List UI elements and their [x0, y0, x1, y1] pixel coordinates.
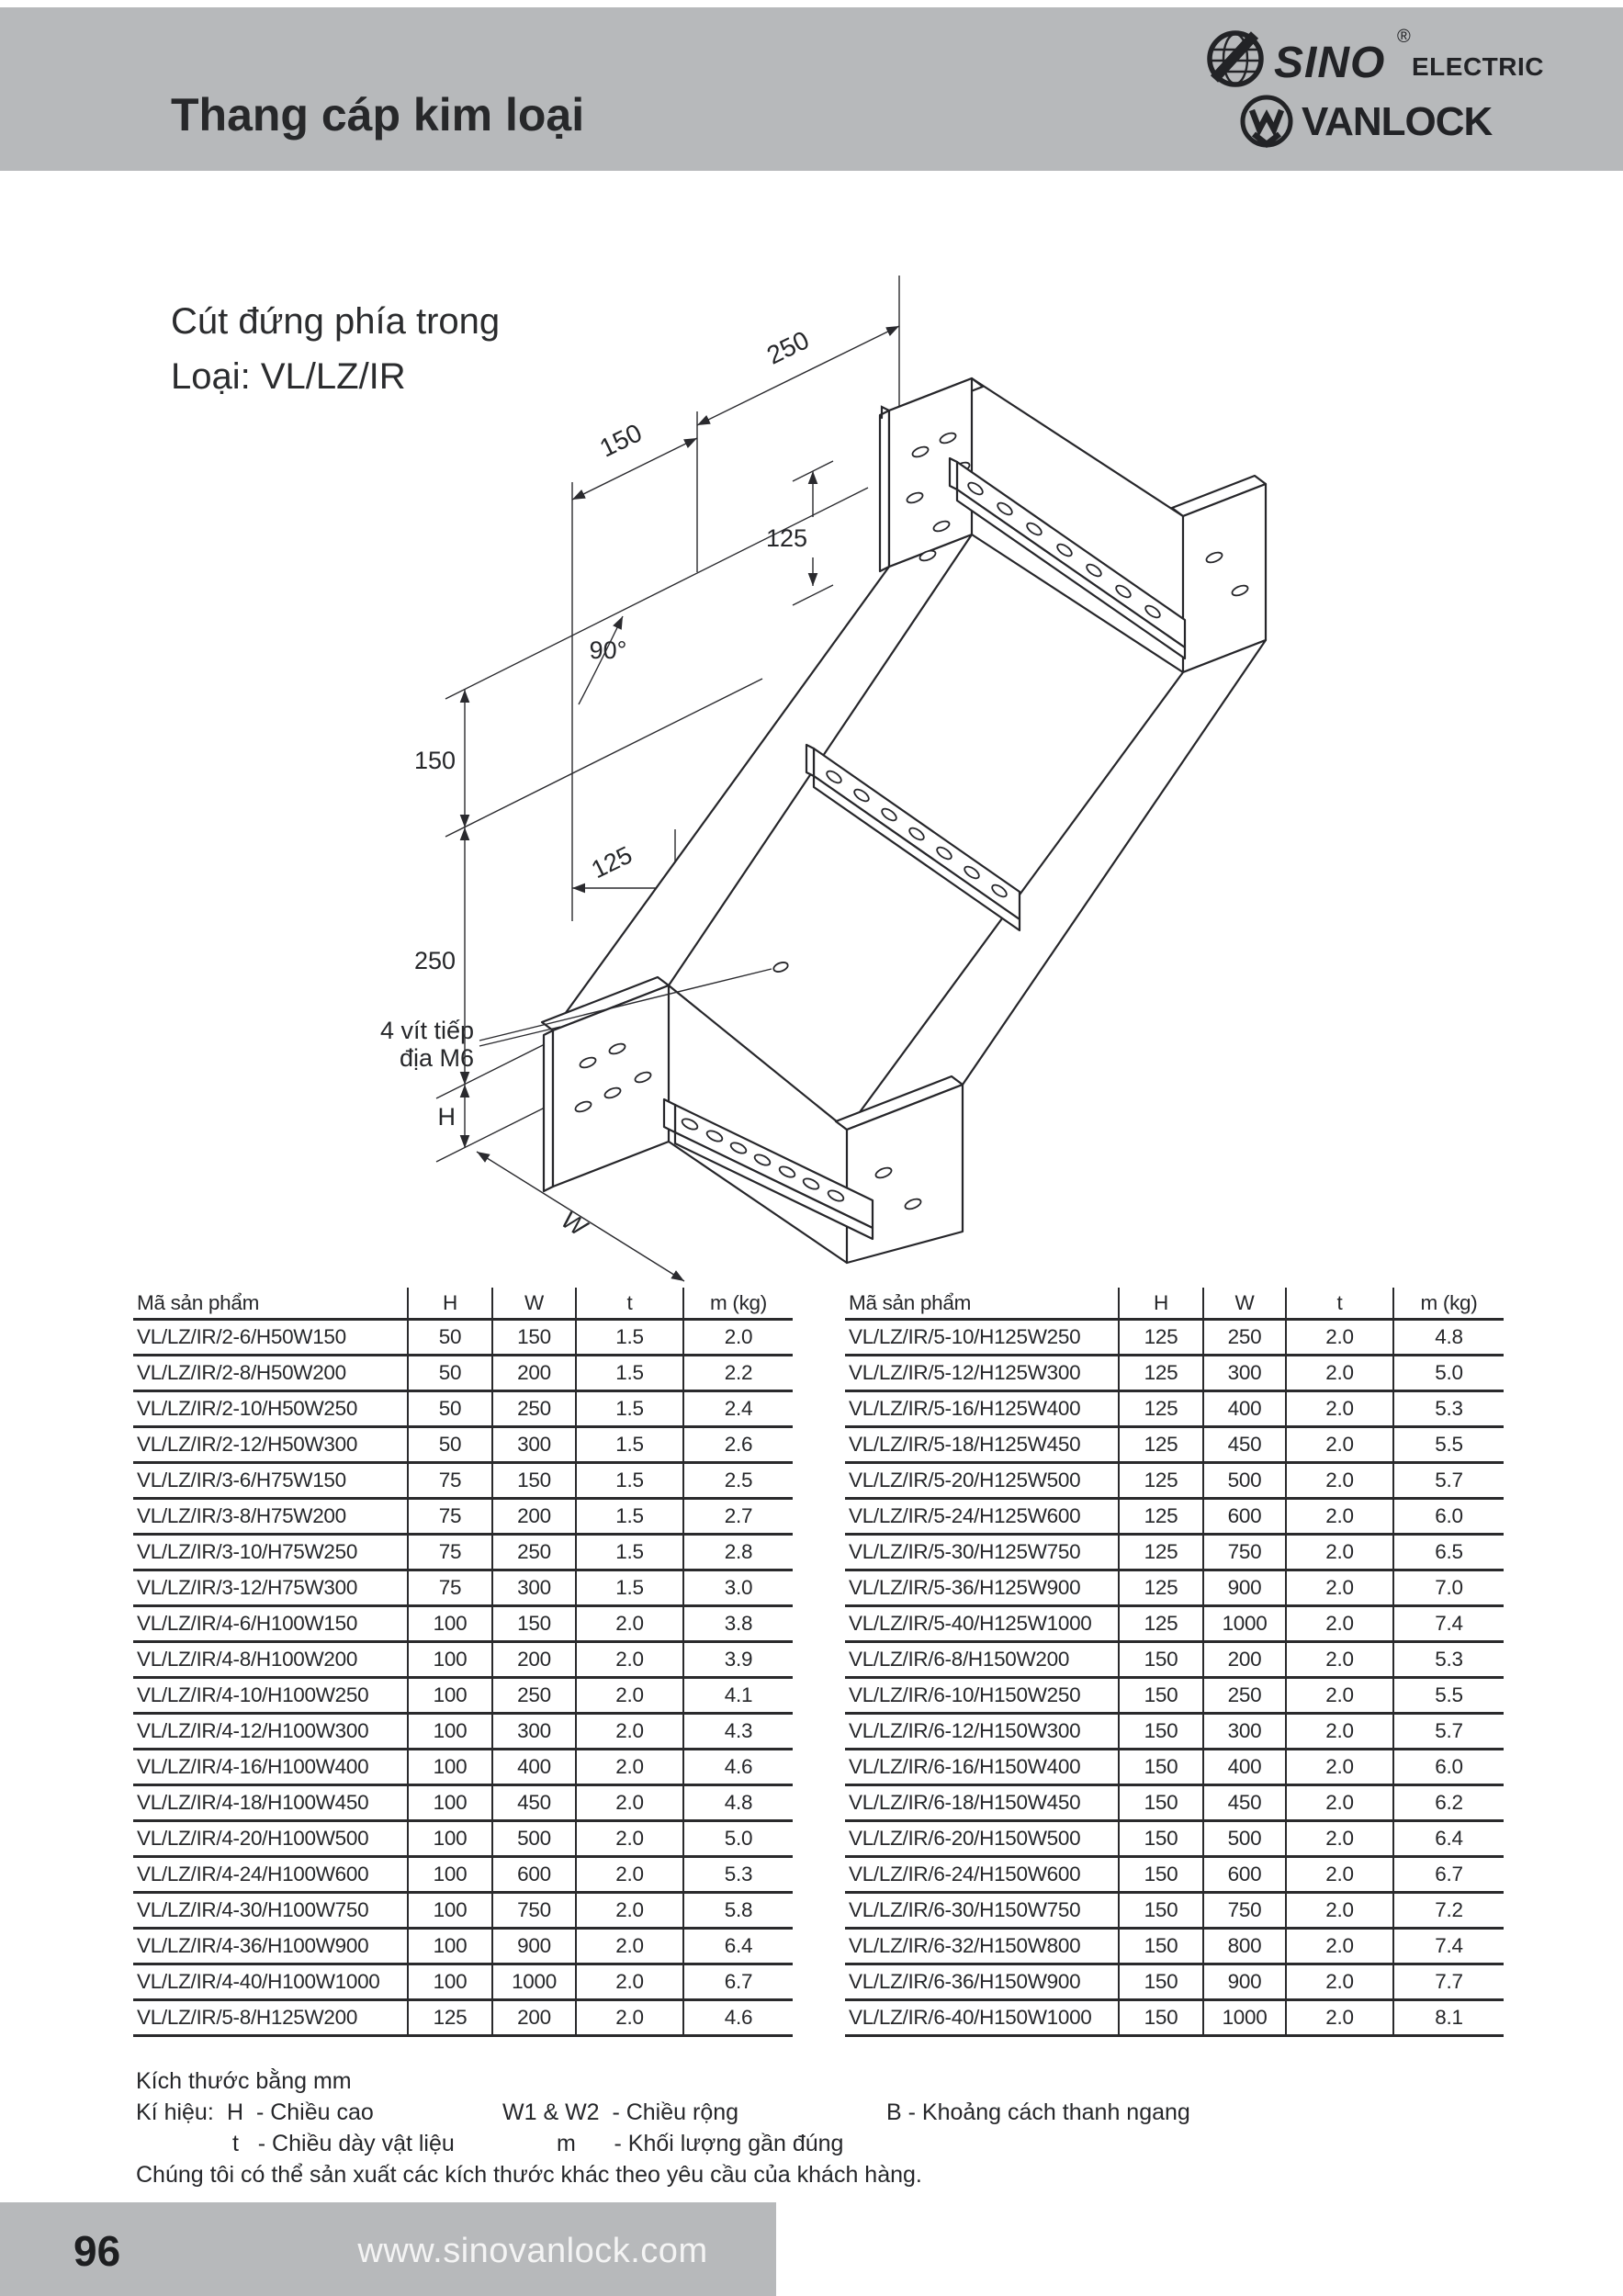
value-cell: 150 — [1119, 1857, 1203, 1893]
value-cell: 5.5 — [1393, 1427, 1504, 1463]
value-cell: 1.5 — [576, 1427, 683, 1463]
product-code-cell: VL/LZ/IR/4-8/H100W200 — [133, 1642, 408, 1678]
diagram-title: Cút đứng phía trong — [171, 301, 501, 342]
value-cell: 6.0 — [1393, 1499, 1504, 1535]
value-cell: 1.5 — [576, 1356, 683, 1391]
value-cell: 400 — [1203, 1391, 1286, 1427]
value-cell: 125 — [1119, 1427, 1203, 1463]
product-code-cell: VL/LZ/IR/4-18/H100W450 — [133, 1785, 408, 1821]
product-code-cell: VL/LZ/IR/4-6/H100W150 — [133, 1606, 408, 1642]
value-cell: 200 — [492, 2000, 576, 2036]
value-cell: 150 — [492, 1606, 576, 1642]
table-row — [133, 1929, 793, 1964]
value-cell: 6.7 — [1393, 1857, 1504, 1893]
value-cell: 4.6 — [683, 2000, 793, 2036]
value-cell: 1.5 — [576, 1499, 683, 1535]
value-cell: 5.7 — [1393, 1463, 1504, 1499]
value-cell: 750 — [492, 1893, 576, 1929]
product-code-cell: VL/LZ/IR/4-30/H100W750 — [133, 1893, 408, 1929]
value-cell: 200 — [492, 1356, 576, 1391]
value-cell: 1.5 — [576, 1320, 683, 1356]
table-row — [133, 1964, 793, 2000]
value-cell: 150 — [492, 1320, 576, 1356]
value-cell: 3.0 — [683, 1570, 793, 1606]
vanlock-wordmark: VANLOCK — [1302, 99, 1493, 144]
value-cell: 125 — [1119, 1570, 1203, 1606]
value-cell: 600 — [1203, 1857, 1286, 1893]
table-row — [133, 1714, 793, 1750]
table-row — [133, 1750, 793, 1785]
value-cell: 4.3 — [683, 1714, 793, 1750]
value-cell: 2.0 — [1286, 1893, 1393, 1929]
value-cell: 4.8 — [683, 1785, 793, 1821]
table-header-row — [845, 1288, 1504, 1320]
value-cell: 125 — [1119, 1356, 1203, 1391]
value-cell: 4.1 — [683, 1678, 793, 1714]
value-cell: 900 — [1203, 1570, 1286, 1606]
value-cell: 125 — [1119, 1499, 1203, 1535]
value-cell: 50 — [408, 1320, 492, 1356]
ground-screw-note-line1: 4 vít tiếp — [379, 1017, 474, 1044]
product-code-cell: VL/LZ/IR/2-12/H50W300 — [133, 1427, 408, 1463]
value-cell: 2.0 — [1286, 1785, 1393, 1821]
product-code-cell: VL/LZ/IR/4-12/H100W300 — [133, 1714, 408, 1750]
value-cell: 250 — [492, 1535, 576, 1570]
table-row — [133, 1570, 793, 1606]
value-cell: 500 — [492, 1821, 576, 1857]
value-cell: 125 — [408, 2000, 492, 2036]
dim-150-left: 150 — [413, 747, 456, 774]
product-code-cell: VL/LZ/IR/6-24/H150W600 — [845, 1857, 1119, 1893]
value-cell: 150 — [1119, 1714, 1203, 1750]
value-cell: 1.5 — [576, 1535, 683, 1570]
value-cell: 2.0 — [1286, 1642, 1393, 1678]
product-code-cell: VL/LZ/IR/4-36/H100W900 — [133, 1929, 408, 1964]
value-cell: 5.7 — [1393, 1714, 1504, 1750]
table-row — [133, 1499, 793, 1535]
product-code-cell: VL/LZ/IR/5-16/H125W400 — [845, 1391, 1119, 1427]
dim-125-right: 125 — [765, 524, 807, 552]
value-cell: 100 — [408, 1893, 492, 1929]
value-cell: 75 — [408, 1463, 492, 1499]
table-row — [133, 1320, 793, 1356]
dim-250-left: 250 — [413, 947, 456, 974]
value-cell: 250 — [492, 1391, 576, 1427]
table-row — [845, 1356, 1504, 1391]
product-code-cell: VL/LZ/IR/4-16/H100W400 — [133, 1750, 408, 1785]
value-cell: 6.5 — [1393, 1535, 1504, 1570]
value-cell: 8.1 — [1393, 2000, 1504, 2036]
legend-intro: Kí hiệu: — [136, 2099, 214, 2125]
value-cell: 7.2 — [1393, 1893, 1504, 1929]
value-cell: 2.0 — [576, 1821, 683, 1857]
table-row — [133, 1356, 793, 1391]
table-row — [133, 1785, 793, 1821]
value-cell: 2.0 — [1286, 1857, 1393, 1893]
table-row — [845, 1570, 1504, 1606]
table-row — [845, 2000, 1504, 2036]
value-cell: 125 — [1119, 1391, 1203, 1427]
table-row — [133, 1463, 793, 1499]
table-row — [133, 1893, 793, 1929]
value-cell: 2.0 — [1286, 1535, 1393, 1570]
value-cell: 150 — [1119, 1678, 1203, 1714]
dim-angle-90: 90° — [589, 636, 627, 664]
value-cell: 100 — [408, 1606, 492, 1642]
product-code-cell: VL/LZ/IR/3-10/H75W250 — [133, 1535, 408, 1570]
value-cell: 100 — [408, 1821, 492, 1857]
table-row — [845, 1821, 1504, 1857]
value-cell: 125 — [1119, 1320, 1203, 1356]
table-row — [845, 1642, 1504, 1678]
value-cell: 3.9 — [683, 1642, 793, 1678]
value-cell: 2.0 — [1286, 1964, 1393, 2000]
product-code-cell: VL/LZ/IR/6-32/H150W800 — [845, 1929, 1119, 1964]
product-code-cell: VL/LZ/IR/5-10/H125W250 — [845, 1320, 1119, 1356]
value-cell: 2.0 — [576, 1678, 683, 1714]
table-row — [133, 1821, 793, 1857]
table-row — [845, 1929, 1504, 1964]
col-header-w: W — [1203, 1288, 1286, 1320]
vanlock-crest-icon — [1243, 97, 1291, 145]
value-cell: 600 — [492, 1857, 576, 1893]
legend-b: B - Khoảng cách thanh ngang — [886, 2099, 1190, 2125]
value-cell: 75 — [408, 1535, 492, 1570]
value-cell: 200 — [492, 1499, 576, 1535]
value-cell: 300 — [492, 1427, 576, 1463]
value-cell: 400 — [1203, 1750, 1286, 1785]
cable-ladder-riser — [479, 378, 1266, 1263]
table-row — [845, 1535, 1504, 1570]
note-units: Kích thước bằng mm — [136, 2068, 352, 2094]
legend-t: t - Chiều dày vật liệu — [232, 2131, 455, 2156]
table-row — [845, 1463, 1504, 1499]
product-code-cell: VL/LZ/IR/4-40/H100W1000 — [133, 1964, 408, 2000]
product-code-cell: VL/LZ/IR/5-18/H125W450 — [845, 1427, 1119, 1463]
value-cell: 2.0 — [576, 2000, 683, 2036]
value-cell: 300 — [1203, 1714, 1286, 1750]
product-code-cell: VL/LZ/IR/6-20/H150W500 — [845, 1821, 1119, 1857]
value-cell: 500 — [1203, 1821, 1286, 1857]
value-cell: 2.0 — [576, 1642, 683, 1678]
table-row — [133, 1678, 793, 1714]
col-header-t: t — [576, 1288, 683, 1320]
value-cell: 100 — [408, 1714, 492, 1750]
value-cell: 150 — [1119, 1642, 1203, 1678]
value-cell: 5.3 — [683, 1857, 793, 1893]
value-cell: 150 — [1119, 1893, 1203, 1929]
value-cell: 750 — [1203, 1535, 1286, 1570]
value-cell: 6.0 — [1393, 1750, 1504, 1785]
page-number: 96 — [73, 2227, 121, 2275]
value-cell: 2.0 — [576, 1893, 683, 1929]
col-header-code: Mã sản phẩm — [133, 1288, 408, 1320]
value-cell: 2.0 — [1286, 1678, 1393, 1714]
value-cell: 100 — [408, 1785, 492, 1821]
col-header-h: H — [1119, 1288, 1203, 1320]
value-cell: 2.0 — [576, 1606, 683, 1642]
dim-w: W — [557, 1205, 592, 1242]
ground-screw-note-line2: địa M6 — [399, 1044, 474, 1072]
value-cell: 75 — [408, 1499, 492, 1535]
value-cell: 5.0 — [1393, 1356, 1504, 1391]
sino-wordmark: SINO — [1274, 39, 1386, 87]
table-row — [845, 1750, 1504, 1785]
table-row — [133, 1535, 793, 1570]
legend-w: W1 & W2 - Chiều rộng — [502, 2099, 739, 2125]
value-cell: 2.0 — [1286, 1570, 1393, 1606]
col-header-t: t — [1286, 1288, 1393, 1320]
value-cell: 3.8 — [683, 1606, 793, 1642]
table-row — [845, 1893, 1504, 1929]
value-cell: 5.3 — [1393, 1391, 1504, 1427]
value-cell: 2.0 — [1286, 1821, 1393, 1857]
product-code-cell: VL/LZ/IR/5-40/H125W1000 — [845, 1606, 1119, 1642]
value-cell: 2.8 — [683, 1535, 793, 1570]
product-code-cell: VL/LZ/IR/4-20/H100W500 — [133, 1821, 408, 1857]
value-cell: 2.0 — [1286, 1320, 1393, 1356]
value-cell: 150 — [1119, 1964, 1203, 2000]
product-code-cell: VL/LZ/IR/5-36/H125W900 — [845, 1570, 1119, 1606]
value-cell: 2.4 — [683, 1391, 793, 1427]
legend-h: H - Chiều cao — [227, 2099, 374, 2125]
product-code-cell: VL/LZ/IR/5-12/H125W300 — [845, 1356, 1119, 1391]
product-code-cell: VL/LZ/IR/6-36/H150W900 — [845, 1964, 1119, 2000]
product-code-cell: VL/LZ/IR/6-30/H150W750 — [845, 1893, 1119, 1929]
table-row — [133, 1606, 793, 1642]
value-cell: 250 — [492, 1678, 576, 1714]
value-cell: 2.0 — [683, 1320, 793, 1356]
value-cell: 1000 — [1203, 1606, 1286, 1642]
product-code-cell: VL/LZ/IR/4-10/H100W250 — [133, 1678, 408, 1714]
value-cell: 2.5 — [683, 1463, 793, 1499]
value-cell: 4.8 — [1393, 1320, 1504, 1356]
value-cell: 125 — [1119, 1535, 1203, 1570]
value-cell: 150 — [1119, 1821, 1203, 1857]
value-cell: 600 — [1203, 1499, 1286, 1535]
value-cell: 100 — [408, 1857, 492, 1893]
value-cell: 450 — [1203, 1785, 1286, 1821]
value-cell: 50 — [408, 1356, 492, 1391]
value-cell: 100 — [408, 1678, 492, 1714]
website-url: www.sinovanlock.com — [357, 2232, 708, 2270]
product-code-cell: VL/LZ/IR/3-8/H75W200 — [133, 1499, 408, 1535]
dim-h: H — [437, 1103, 456, 1131]
table-row — [133, 2000, 793, 2036]
value-cell: 7.7 — [1393, 1964, 1504, 2000]
page-title: Thang cáp kim loại — [171, 89, 585, 141]
value-cell: 2.0 — [1286, 1750, 1393, 1785]
value-cell: 2.2 — [683, 1356, 793, 1391]
sino-registered-mark: ® — [1397, 27, 1411, 47]
value-cell: 7.4 — [1393, 1606, 1504, 1642]
product-code-cell: VL/LZ/IR/2-10/H50W250 — [133, 1391, 408, 1427]
col-header-code: Mã sản phẩm — [845, 1288, 1119, 1320]
value-cell: 7.4 — [1393, 1929, 1504, 1964]
value-cell: 900 — [492, 1929, 576, 1964]
spec-table-right — [845, 1288, 1504, 2037]
value-cell: 2.0 — [1286, 1929, 1393, 1964]
value-cell: 2.0 — [1286, 1499, 1393, 1535]
value-cell: 450 — [492, 1785, 576, 1821]
value-cell: 2.6 — [683, 1427, 793, 1463]
table-row — [845, 1391, 1504, 1427]
value-cell: 300 — [1203, 1356, 1286, 1391]
value-cell: 2.0 — [576, 1785, 683, 1821]
table-row — [845, 1678, 1504, 1714]
value-cell: 900 — [1203, 1964, 1286, 2000]
value-cell: 2.0 — [1286, 1427, 1393, 1463]
dim-125-left: 125 — [587, 840, 637, 884]
product-code-cell: VL/LZ/IR/6-12/H150W300 — [845, 1714, 1119, 1750]
table-row — [845, 1499, 1504, 1535]
value-cell: 250 — [1203, 1678, 1286, 1714]
value-cell: 250 — [1203, 1320, 1286, 1356]
value-cell: 5.0 — [683, 1821, 793, 1857]
dim-250-top: 250 — [762, 325, 814, 370]
value-cell: 2.7 — [683, 1499, 793, 1535]
value-cell: 1000 — [1203, 2000, 1286, 2036]
value-cell: 2.0 — [576, 1857, 683, 1893]
value-cell: 2.0 — [576, 1929, 683, 1964]
value-cell: 150 — [1119, 1750, 1203, 1785]
value-cell: 125 — [1119, 1463, 1203, 1499]
value-cell: 300 — [492, 1714, 576, 1750]
dim-150-top: 150 — [595, 418, 647, 463]
value-cell: 1000 — [492, 1964, 576, 2000]
table-row — [133, 1427, 793, 1463]
value-cell: 1.5 — [576, 1463, 683, 1499]
product-code-cell: VL/LZ/IR/4-24/H100W600 — [133, 1857, 408, 1893]
product-code-cell: VL/LZ/IR/5-30/H125W750 — [845, 1535, 1119, 1570]
col-header-m: m (kg) — [1393, 1288, 1504, 1320]
diagram-subtitle: Loại: VL/LZ/IR — [171, 356, 406, 397]
table-row — [845, 1785, 1504, 1821]
value-cell: 6.7 — [683, 1964, 793, 2000]
value-cell: 125 — [1119, 1606, 1203, 1642]
product-code-cell: VL/LZ/IR/3-6/H75W150 — [133, 1463, 408, 1499]
col-header-m: m (kg) — [683, 1288, 793, 1320]
value-cell: 100 — [408, 1750, 492, 1785]
value-cell: 400 — [492, 1750, 576, 1785]
value-cell: 6.4 — [683, 1929, 793, 1964]
table-row — [845, 1606, 1504, 1642]
product-code-cell: VL/LZ/IR/5-20/H125W500 — [845, 1463, 1119, 1499]
product-code-cell: VL/LZ/IR/6-40/H150W1000 — [845, 2000, 1119, 2036]
value-cell: 2.0 — [1286, 1606, 1393, 1642]
value-cell: 5.5 — [1393, 1678, 1504, 1714]
value-cell: 150 — [1119, 1785, 1203, 1821]
value-cell: 5.8 — [683, 1893, 793, 1929]
technical-drawing — [266, 234, 1405, 1309]
value-cell: 2.0 — [1286, 1714, 1393, 1750]
value-cell: 100 — [408, 1642, 492, 1678]
table-row — [133, 1391, 793, 1427]
value-cell: 7.0 — [1393, 1570, 1504, 1606]
value-cell: 6.4 — [1393, 1821, 1504, 1857]
value-cell: 750 — [1203, 1893, 1286, 1929]
table-header-row — [133, 1288, 793, 1320]
value-cell: 50 — [408, 1391, 492, 1427]
product-code-cell: VL/LZ/IR/6-8/H150W200 — [845, 1642, 1119, 1678]
value-cell: 100 — [408, 1964, 492, 2000]
value-cell: 2.0 — [576, 1714, 683, 1750]
table-row — [845, 1320, 1504, 1356]
value-cell: 2.0 — [1286, 2000, 1393, 2036]
product-code-cell: VL/LZ/IR/2-6/H50W150 — [133, 1320, 408, 1356]
value-cell: 5.3 — [1393, 1642, 1504, 1678]
value-cell: 75 — [408, 1570, 492, 1606]
product-code-cell: VL/LZ/IR/6-10/H150W250 — [845, 1678, 1119, 1714]
col-header-h: H — [408, 1288, 492, 1320]
product-code-cell: VL/LZ/IR/5-8/H125W200 — [133, 2000, 408, 2036]
value-cell: 4.6 — [683, 1750, 793, 1785]
value-cell: 800 — [1203, 1929, 1286, 1964]
brand-logos — [1199, 13, 1566, 160]
table-row — [845, 1964, 1504, 2000]
value-cell: 200 — [1203, 1642, 1286, 1678]
value-cell: 150 — [1119, 1929, 1203, 1964]
table-row — [133, 1642, 793, 1678]
table-row — [845, 1714, 1504, 1750]
value-cell: 2.0 — [576, 1750, 683, 1785]
sino-electric-wordmark: ELECTRIC — [1412, 52, 1544, 81]
table-row — [845, 1427, 1504, 1463]
table-row — [133, 1857, 793, 1893]
value-cell: 2.0 — [1286, 1391, 1393, 1427]
value-cell: 450 — [1203, 1427, 1286, 1463]
spec-table-left — [133, 1288, 793, 2037]
value-cell: 2.0 — [1286, 1463, 1393, 1499]
value-cell: 2.0 — [1286, 1356, 1393, 1391]
value-cell: 200 — [492, 1642, 576, 1678]
value-cell: 150 — [492, 1463, 576, 1499]
product-code-cell: VL/LZ/IR/2-8/H50W200 — [133, 1356, 408, 1391]
value-cell: 50 — [408, 1427, 492, 1463]
value-cell: 500 — [1203, 1463, 1286, 1499]
value-cell: 2.0 — [576, 1964, 683, 2000]
value-cell: 1.5 — [576, 1391, 683, 1427]
value-cell: 150 — [1119, 2000, 1203, 2036]
product-code-cell: VL/LZ/IR/5-24/H125W600 — [845, 1499, 1119, 1535]
legend-m: m - Khối lượng gần đúng — [557, 2131, 844, 2156]
product-code-cell: VL/LZ/IR/6-18/H150W450 — [845, 1785, 1119, 1821]
sino-globe-icon — [1210, 33, 1261, 84]
product-code-cell: VL/LZ/IR/6-16/H150W400 — [845, 1750, 1119, 1785]
value-cell: 100 — [408, 1929, 492, 1964]
value-cell: 6.2 — [1393, 1785, 1504, 1821]
note-custom-sizes: Chúng tôi có thể sản xuất các kích thước khác theo yêu cầu của khách hàng. — [136, 2162, 922, 2188]
value-cell: 300 — [492, 1570, 576, 1606]
value-cell: 1.5 — [576, 1570, 683, 1606]
col-header-w: W — [492, 1288, 576, 1320]
product-code-cell: VL/LZ/IR/3-12/H75W300 — [133, 1570, 408, 1606]
table-row — [845, 1857, 1504, 1893]
